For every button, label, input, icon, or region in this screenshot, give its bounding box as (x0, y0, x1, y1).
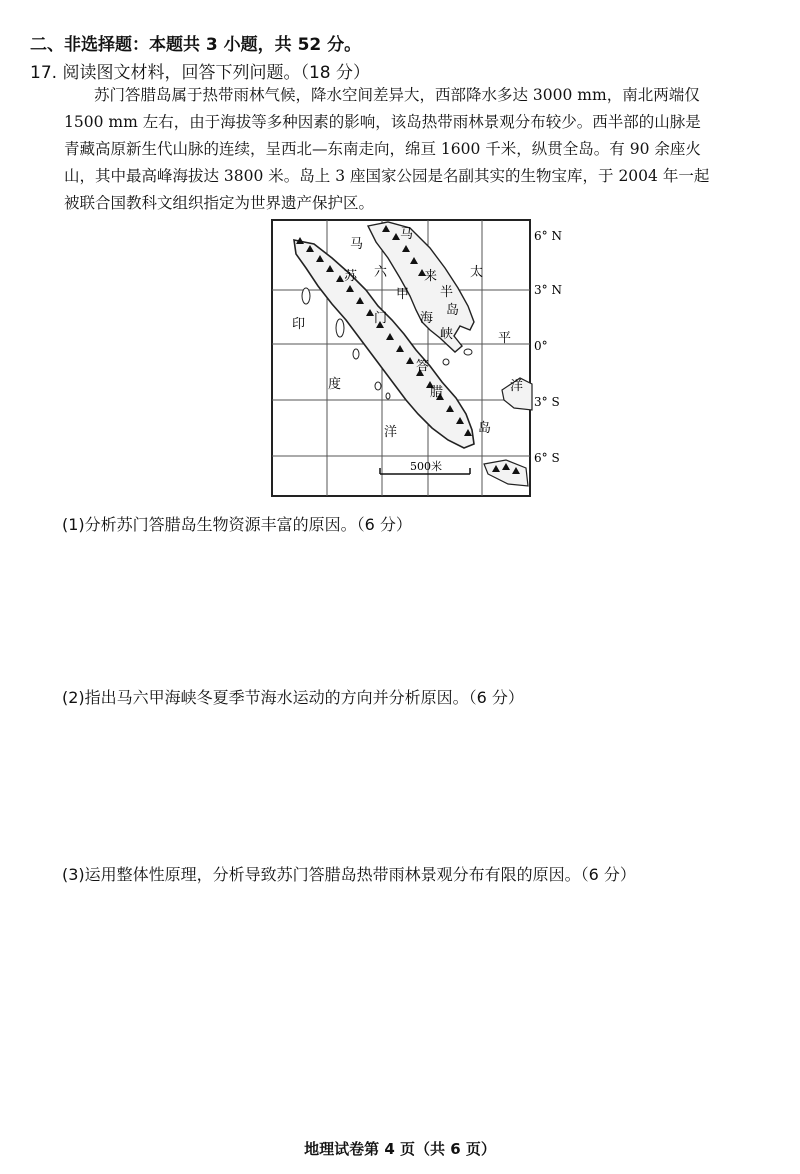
map-scale-label: 500米 (410, 460, 442, 473)
map-label-xia: 峡 (440, 327, 454, 342)
map-label-da: 答 (416, 359, 430, 374)
map-label-ma2: 马 (400, 227, 414, 242)
question-title: 17. 阅读图文材料，回答下列问题。（18 分） (30, 63, 370, 83)
sumatra-map (270, 218, 570, 498)
map-label-ping: 平 (498, 331, 512, 346)
lat-label-6s: 6° S (534, 451, 560, 465)
map-label-hai: 海 (420, 311, 434, 326)
lat-label-6n: 6° N (534, 229, 562, 243)
map-label-men: 门 (374, 311, 388, 326)
lat-label-3s: 3° S (534, 395, 560, 409)
map-label-lai: 来 (424, 269, 438, 284)
question-passage (64, 82, 778, 217)
section-heading: 二、非选择题：本题共 3 小题，共 52 分。 (30, 35, 362, 55)
map-label-jia: 甲 (396, 287, 410, 302)
passage-line: 山，其中最高峰海拔达 3800 米。岛上 3 座国家公园是名副其实的生物宝库，于 2004 年一起 (64, 167, 710, 185)
map-label-yin: 印 (292, 317, 306, 332)
subquestion-3: (3)运用整体性原理，分析导致苏门答腊岛热带雨林景观分布有限的原因。（6 分） (62, 865, 636, 884)
map-label-la: 腊 (430, 385, 444, 400)
passage-line: 青藏高原新生代山脉的连续，呈西北—东南走向，绵亘 1600 千米，纵贯全岛。有 90 余座火 (64, 140, 701, 158)
passage-line: 被联合国教科文组织指定为世界遗产保护区。 (64, 194, 375, 212)
subquestion-2: (2)指出马六甲海峡冬夏季节海水运动的方向并分析原因。（6 分） (62, 688, 524, 707)
passage-line: 苏门答腊岛属于热带雨林气候，降水空间差异大，西部降水多达 3000 mm，南北两端仅 (94, 86, 700, 104)
map-label-ma: 马 (350, 237, 364, 252)
map-label-dao2: 岛 (478, 421, 492, 436)
map-label-ban: 半 (440, 285, 454, 300)
map-label-su: 苏 (344, 269, 358, 284)
map-svg (270, 218, 570, 498)
lat-label-3n: 3° N (534, 283, 562, 297)
map-label-tai: 太 (470, 265, 484, 280)
map-label-yang2: 洋 (384, 425, 398, 440)
map-label-dao: 岛 (446, 303, 460, 318)
map-label-liu: 六 (374, 265, 388, 280)
passage-line: 1500 mm 左右，由于海拔等多种因素的影响，该岛热带雨林景观分布较少。西半部的山脉是 (64, 113, 701, 131)
page-footer: 地理试卷第 4 页（共 6 页） (304, 1140, 496, 1158)
map-label-yang: 洋 (510, 379, 524, 394)
map-label-du: 度 (328, 377, 342, 392)
lat-label-0: 0° (534, 339, 548, 353)
subquestion-1: (1)分析苏门答腊岛生物资源丰富的原因。（6 分） (62, 515, 412, 534)
